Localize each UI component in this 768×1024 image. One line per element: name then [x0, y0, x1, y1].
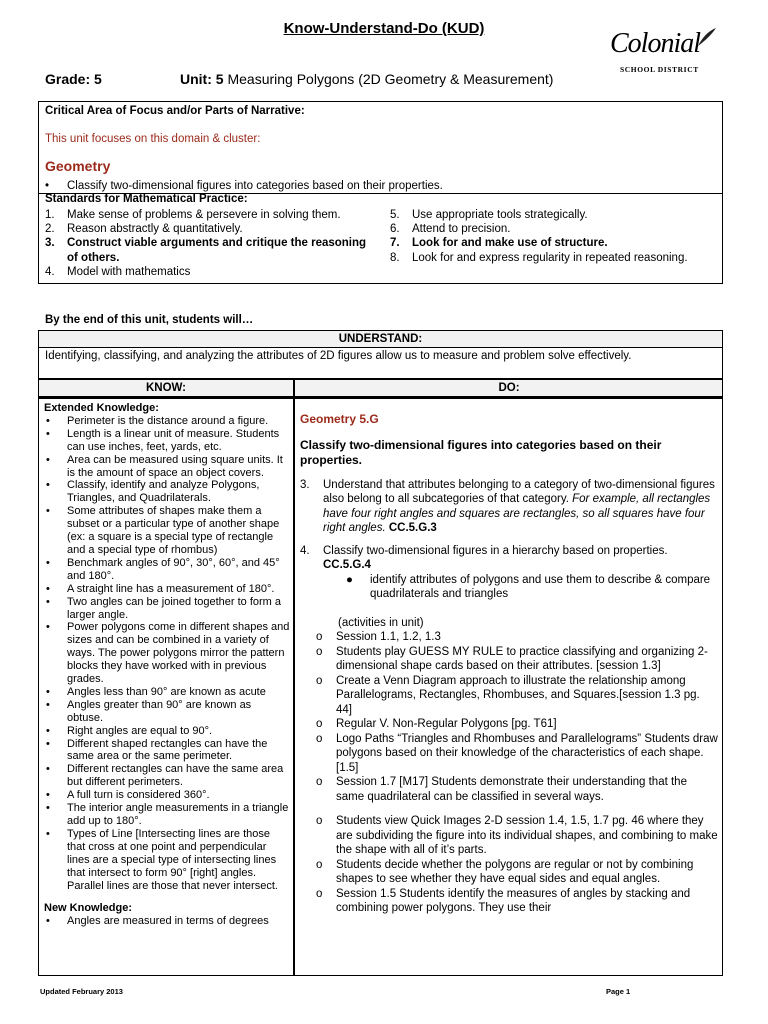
- standard-subitem: ● identify attributes of polygons and use them to describe & compare quadrilaterals and triangles: [346, 573, 711, 601]
- do-heading: DO:: [498, 382, 520, 394]
- know-do-header-row: [39, 380, 722, 397]
- practice-item: 7. Look for and make use of structure.: [390, 237, 608, 250]
- practice-heading: Standards for Mathematical Practice:: [45, 193, 248, 205]
- list-item: o Session 1.5 Students identify the measures of angles by stacking and combining power polygons. They use their: [316, 887, 691, 915]
- activities-list-2: [300, 814, 718, 916]
- list-item: • Classify, identify and analyze Polygons, Triangles, and Quadrilaterals.: [46, 479, 260, 505]
- list-item: o Students decide whether the polygons are regular or not by combining shapes to see whether they have equal sides and equal angles.: [316, 858, 694, 886]
- logo-subtext: SCHOOL DISTRICT: [620, 65, 699, 74]
- unit-title: Measuring Polygons (2D Geometry & Measurement): [227, 71, 554, 87]
- know-list: [44, 415, 290, 893]
- practice-item: 2. Reason abstractly & quantitatively.: [45, 223, 243, 236]
- practice-item: 6. Attend to precision.: [390, 223, 511, 236]
- practice-item: 8. Look for and express regularity in repeated reasoning.: [390, 251, 688, 264]
- practice-box: [38, 192, 723, 284]
- focus-domain: Geometry: [45, 158, 111, 174]
- colonial-logo: [608, 28, 718, 76]
- extended-knowledge-label: Extended Knowledge:: [44, 402, 159, 414]
- list-item: o Students view Quick Images 2-D session 1.4, 1.5, 1.7 pg. 46 where they are subdividing the figure into its individual shapes, and combining to make the shape with all of it’s parts.: [316, 815, 718, 857]
- know-column: [44, 402, 290, 928]
- standard-code: CC.5.G.4: [323, 559, 371, 572]
- cluster-heading: Classify two-dimensional figures into categories based on their properties.: [300, 437, 662, 467]
- focus-heading: Critical Area of Focus and/or Parts of Narrative:: [45, 105, 305, 117]
- list-item: • Some attributes of shapes make them a subset or a particular type of another shape (ex: a square is a special type of rectangle and a special type of rhombus): [46, 505, 280, 556]
- do-column: [300, 413, 718, 916]
- row-separator: [39, 397, 722, 399]
- new-knowledge-list: [44, 915, 290, 928]
- list-item: • Angles are measured in terms of degrees: [46, 915, 269, 928]
- list-item: o Regular V. Non-Regular Polygons [pg. T61]: [316, 718, 557, 731]
- focus-box: [38, 101, 723, 194]
- list-item: o Logo Paths “Triangles and Rhombuses and Parallelograms” Students draw polygons based on their knowledge of the characteristics of each shape. [1.5]: [316, 732, 718, 774]
- by-end-heading: By the end of this unit, students will…: [45, 314, 254, 326]
- column-divider: [293, 380, 295, 975]
- understand-text: Identifying, classifying, and analyzing the attributes of 2D figures allow us to measure and problem solve effectively.: [45, 350, 632, 362]
- logo-text: Colonial: [610, 28, 701, 59]
- standard-label: Geometry 5.G: [300, 412, 379, 426]
- quill-icon: [696, 26, 718, 48]
- list-item: o Students play GUESS MY RULE to practice classifying and organizing 2-dimensional shape cards based on their attributes. [session 1.3]: [316, 645, 708, 673]
- unit-heading: [180, 71, 553, 87]
- list-item: • A straight line has a measurement of 180°.: [46, 582, 275, 595]
- footer-updated: Updated February 2013: [40, 987, 123, 996]
- list-item: • Area can be measured using square units. It is the amount of space an object covers.: [46, 453, 283, 479]
- list-item: • Right angles are equal to 90°.: [46, 724, 213, 737]
- activities-list: [300, 630, 718, 804]
- list-item: • Angles greater than 90° are known as obtuse.: [46, 698, 252, 724]
- list-item: • Types of Line [Intersecting lines are those that cross at one point and perpendicular lines are a special type of intersecting lines that intersect to form 90° [right] angles. Parallel lines are those that never intersect.: [46, 827, 278, 892]
- list-item: • A full turn is considered 360°.: [46, 789, 210, 802]
- practice-item: 3. Construct viable arguments and critique the reasoning of others.: [45, 237, 367, 264]
- practice-item: 1. Make sense of problems & persevere in solving them.: [45, 209, 341, 221]
- list-item: • Power polygons come in different shapes and sizes and can be combined in a variety of ways. The power polygons mirror the pattern blocks they have worked with in previous grades.: [46, 621, 290, 686]
- list-item: • Benchmark angles of 90°, 30°, 60°, and 45° and 180°.: [46, 556, 280, 582]
- practice-item: 5. Use appropriate tools strategically.: [390, 209, 588, 221]
- practice-left-list: [45, 208, 380, 279]
- grade-label: Grade: 5: [45, 71, 102, 87]
- list-item: • Perimeter is the distance around a figure.: [46, 414, 269, 427]
- list-item: • Two angles can be joined together to form a larger angle.: [46, 595, 282, 621]
- focus-intro: This unit focuses on this domain & cluster:: [45, 133, 261, 145]
- list-item: o Session 1.1, 1.2, 1.3: [316, 631, 441, 644]
- list-item: o Create a Venn Diagram approach to illustrate the relationship among Parallelograms, Rectangles, Rhombuses, and Squares.[session 1.3 pg. 44]: [316, 674, 700, 716]
- list-item: o Session 1.7 [M17] Students demonstrate their understanding that the same quadrilateral can be classified in several ways.: [316, 776, 687, 803]
- list-item: • Angles less than 90° are known as acute: [46, 685, 266, 698]
- list-item: • Different shaped rectangles can have the same area or the same perimeter.: [46, 737, 268, 763]
- kud-table: [38, 330, 723, 976]
- document-title: Know-Understand-Do (KUD): [283, 20, 485, 37]
- standard-item: 3. Understand that attributes belonging to a category of two-dimensional figures also belong to all subcategories of that category. For example, all rectangles have four right angles and squares are rectangles, so all squares have four right angles. CC.5.G.3: [300, 478, 715, 535]
- understand-heading: UNDERSTAND:: [39, 331, 722, 348]
- practice-right-list: [390, 208, 722, 265]
- list-item: • Length is a linear unit of measure. Students can use inches, feet, yards, etc.: [46, 427, 280, 453]
- footer-page: Page 1: [606, 987, 631, 996]
- standard-item: 4. Classify two-dimensional figures in a hierarchy based on properties. CC.5.G.4: [300, 544, 668, 572]
- unit-label: Unit: 5: [180, 71, 224, 87]
- standard-code: CC.5.G.3: [388, 522, 437, 535]
- know-heading: KNOW:: [145, 382, 187, 394]
- list-item: • Different rectangles can have the same area but different perimeters.: [46, 763, 284, 789]
- activities-label: (activities in unit): [338, 616, 424, 629]
- standard-example: For example, all rectangles have four right angles and squares are rectangles, so all squares have four right angles.: [323, 493, 711, 535]
- new-knowledge-label: New Knowledge:: [44, 902, 133, 915]
- list-item: • The interior angle measurements in a triangle add up to 180°.: [46, 802, 289, 827]
- focus-bullet: • Classify two-dimensional figures into categories based on their properties.: [45, 180, 443, 192]
- practice-item: 4. Model with mathematics: [45, 265, 191, 278]
